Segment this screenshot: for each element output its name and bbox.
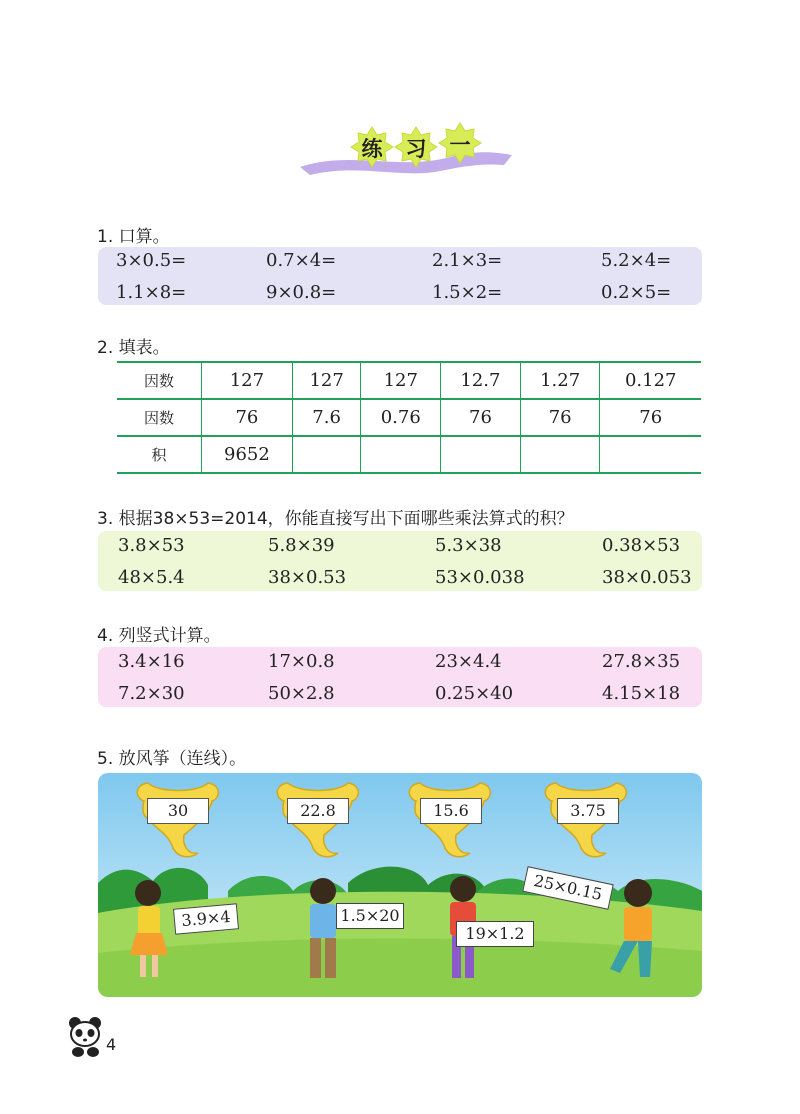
title-char-1: 练 bbox=[361, 137, 383, 161]
page-footer bbox=[66, 1015, 126, 1060]
table-cell: 76 bbox=[520, 399, 600, 436]
table-row bbox=[117, 436, 701, 473]
q4-band bbox=[98, 647, 702, 707]
kite-scene bbox=[98, 773, 702, 997]
table-cell: 76 bbox=[441, 399, 521, 436]
q3-cell: 0.38×53 bbox=[602, 535, 681, 556]
table-cell: 7.6 bbox=[292, 399, 361, 436]
table-cell-blank[interactable] bbox=[292, 436, 361, 473]
table-cell: 9652 bbox=[202, 436, 293, 473]
q4-label: 4. 列竖式计算。 bbox=[97, 626, 221, 646]
q4-cell: 23×4.4 bbox=[435, 651, 502, 672]
table-header-cell: 因数 bbox=[117, 362, 202, 399]
q4-cell: 17×0.8 bbox=[268, 651, 335, 672]
page-number: 4 bbox=[106, 1035, 117, 1054]
table-cell: 76 bbox=[600, 399, 701, 436]
title-char-2: 习 bbox=[405, 137, 427, 161]
table-header-cell: 因数 bbox=[117, 399, 202, 436]
expression-card[interactable]: 1.5×20 bbox=[336, 903, 404, 929]
q3-band bbox=[98, 531, 702, 591]
table-row bbox=[117, 399, 701, 436]
q4-cell: 50×2.8 bbox=[268, 683, 335, 704]
kite-value-label[interactable]: 30 bbox=[147, 798, 209, 824]
table-cell-blank[interactable] bbox=[361, 436, 441, 473]
q3-cell: 38×0.53 bbox=[268, 567, 347, 588]
table-cell: 12.7 bbox=[441, 362, 521, 399]
q1-cell: 1.5×2= bbox=[432, 282, 503, 303]
q4-cell: 0.25×40 bbox=[435, 683, 514, 704]
table-cell: 127 bbox=[361, 362, 441, 399]
table-cell: 127 bbox=[292, 362, 361, 399]
table-cell-blank[interactable] bbox=[520, 436, 600, 473]
q3-cell: 38×0.053 bbox=[602, 567, 692, 588]
kite-value-label[interactable]: 15.6 bbox=[420, 798, 482, 824]
q1-cell: 3×0.5= bbox=[116, 250, 187, 271]
q3-cell: 5.8×39 bbox=[268, 535, 335, 556]
q1-cell: 2.1×3= bbox=[432, 250, 503, 271]
q1-cell: 0.2×5= bbox=[601, 282, 672, 303]
q3-label: 3. 根据38×53=2014，你能直接写出下面哪些乘法算式的积？ bbox=[97, 509, 574, 529]
q3-cell: 3.8×53 bbox=[118, 535, 185, 556]
table-cell: 1.27 bbox=[520, 362, 600, 399]
q3-cell: 48×5.4 bbox=[118, 567, 185, 588]
expression-card[interactable]: 3.9×4 bbox=[173, 903, 239, 934]
expression-card[interactable]: 25×0.15 bbox=[522, 866, 613, 910]
q1-cell: 1.1×8= bbox=[116, 282, 187, 303]
title-char-3: 一 bbox=[449, 133, 471, 157]
q1-label: 1. 口算。 bbox=[97, 227, 170, 247]
table-cell: 76 bbox=[202, 399, 293, 436]
q5-label: 5. 放风筝（连线）。 bbox=[97, 749, 247, 769]
table-header-cell: 积 bbox=[117, 436, 202, 473]
q4-cell: 4.15×18 bbox=[602, 683, 681, 704]
kite-value-label[interactable]: 22.8 bbox=[287, 798, 349, 824]
q3-cell: 5.3×38 bbox=[435, 535, 502, 556]
table-cell-blank[interactable] bbox=[600, 436, 701, 473]
panda-icon bbox=[66, 1015, 106, 1060]
q2-label: 2. 填表。 bbox=[97, 338, 170, 358]
q1-cell: 9×0.8= bbox=[266, 282, 337, 303]
q4-cell: 3.4×16 bbox=[118, 651, 185, 672]
kite-value-label[interactable]: 3.75 bbox=[557, 798, 619, 824]
table-cell: 0.127 bbox=[600, 362, 701, 399]
q1-cell: 0.7×4= bbox=[266, 250, 337, 271]
page-title bbox=[290, 105, 520, 185]
q3-cell: 53×0.038 bbox=[435, 567, 525, 588]
table-cell: 127 bbox=[202, 362, 293, 399]
q4-cell: 27.8×35 bbox=[602, 651, 681, 672]
fill-table bbox=[117, 361, 701, 474]
table-cell: 0.76 bbox=[361, 399, 441, 436]
table-row bbox=[117, 362, 701, 399]
table-cell-blank[interactable] bbox=[441, 436, 521, 473]
q1-cell: 5.2×4= bbox=[601, 250, 672, 271]
q4-cell: 7.2×30 bbox=[118, 683, 185, 704]
q1-band bbox=[98, 247, 702, 305]
expression-card[interactable]: 19×1.2 bbox=[456, 921, 534, 947]
